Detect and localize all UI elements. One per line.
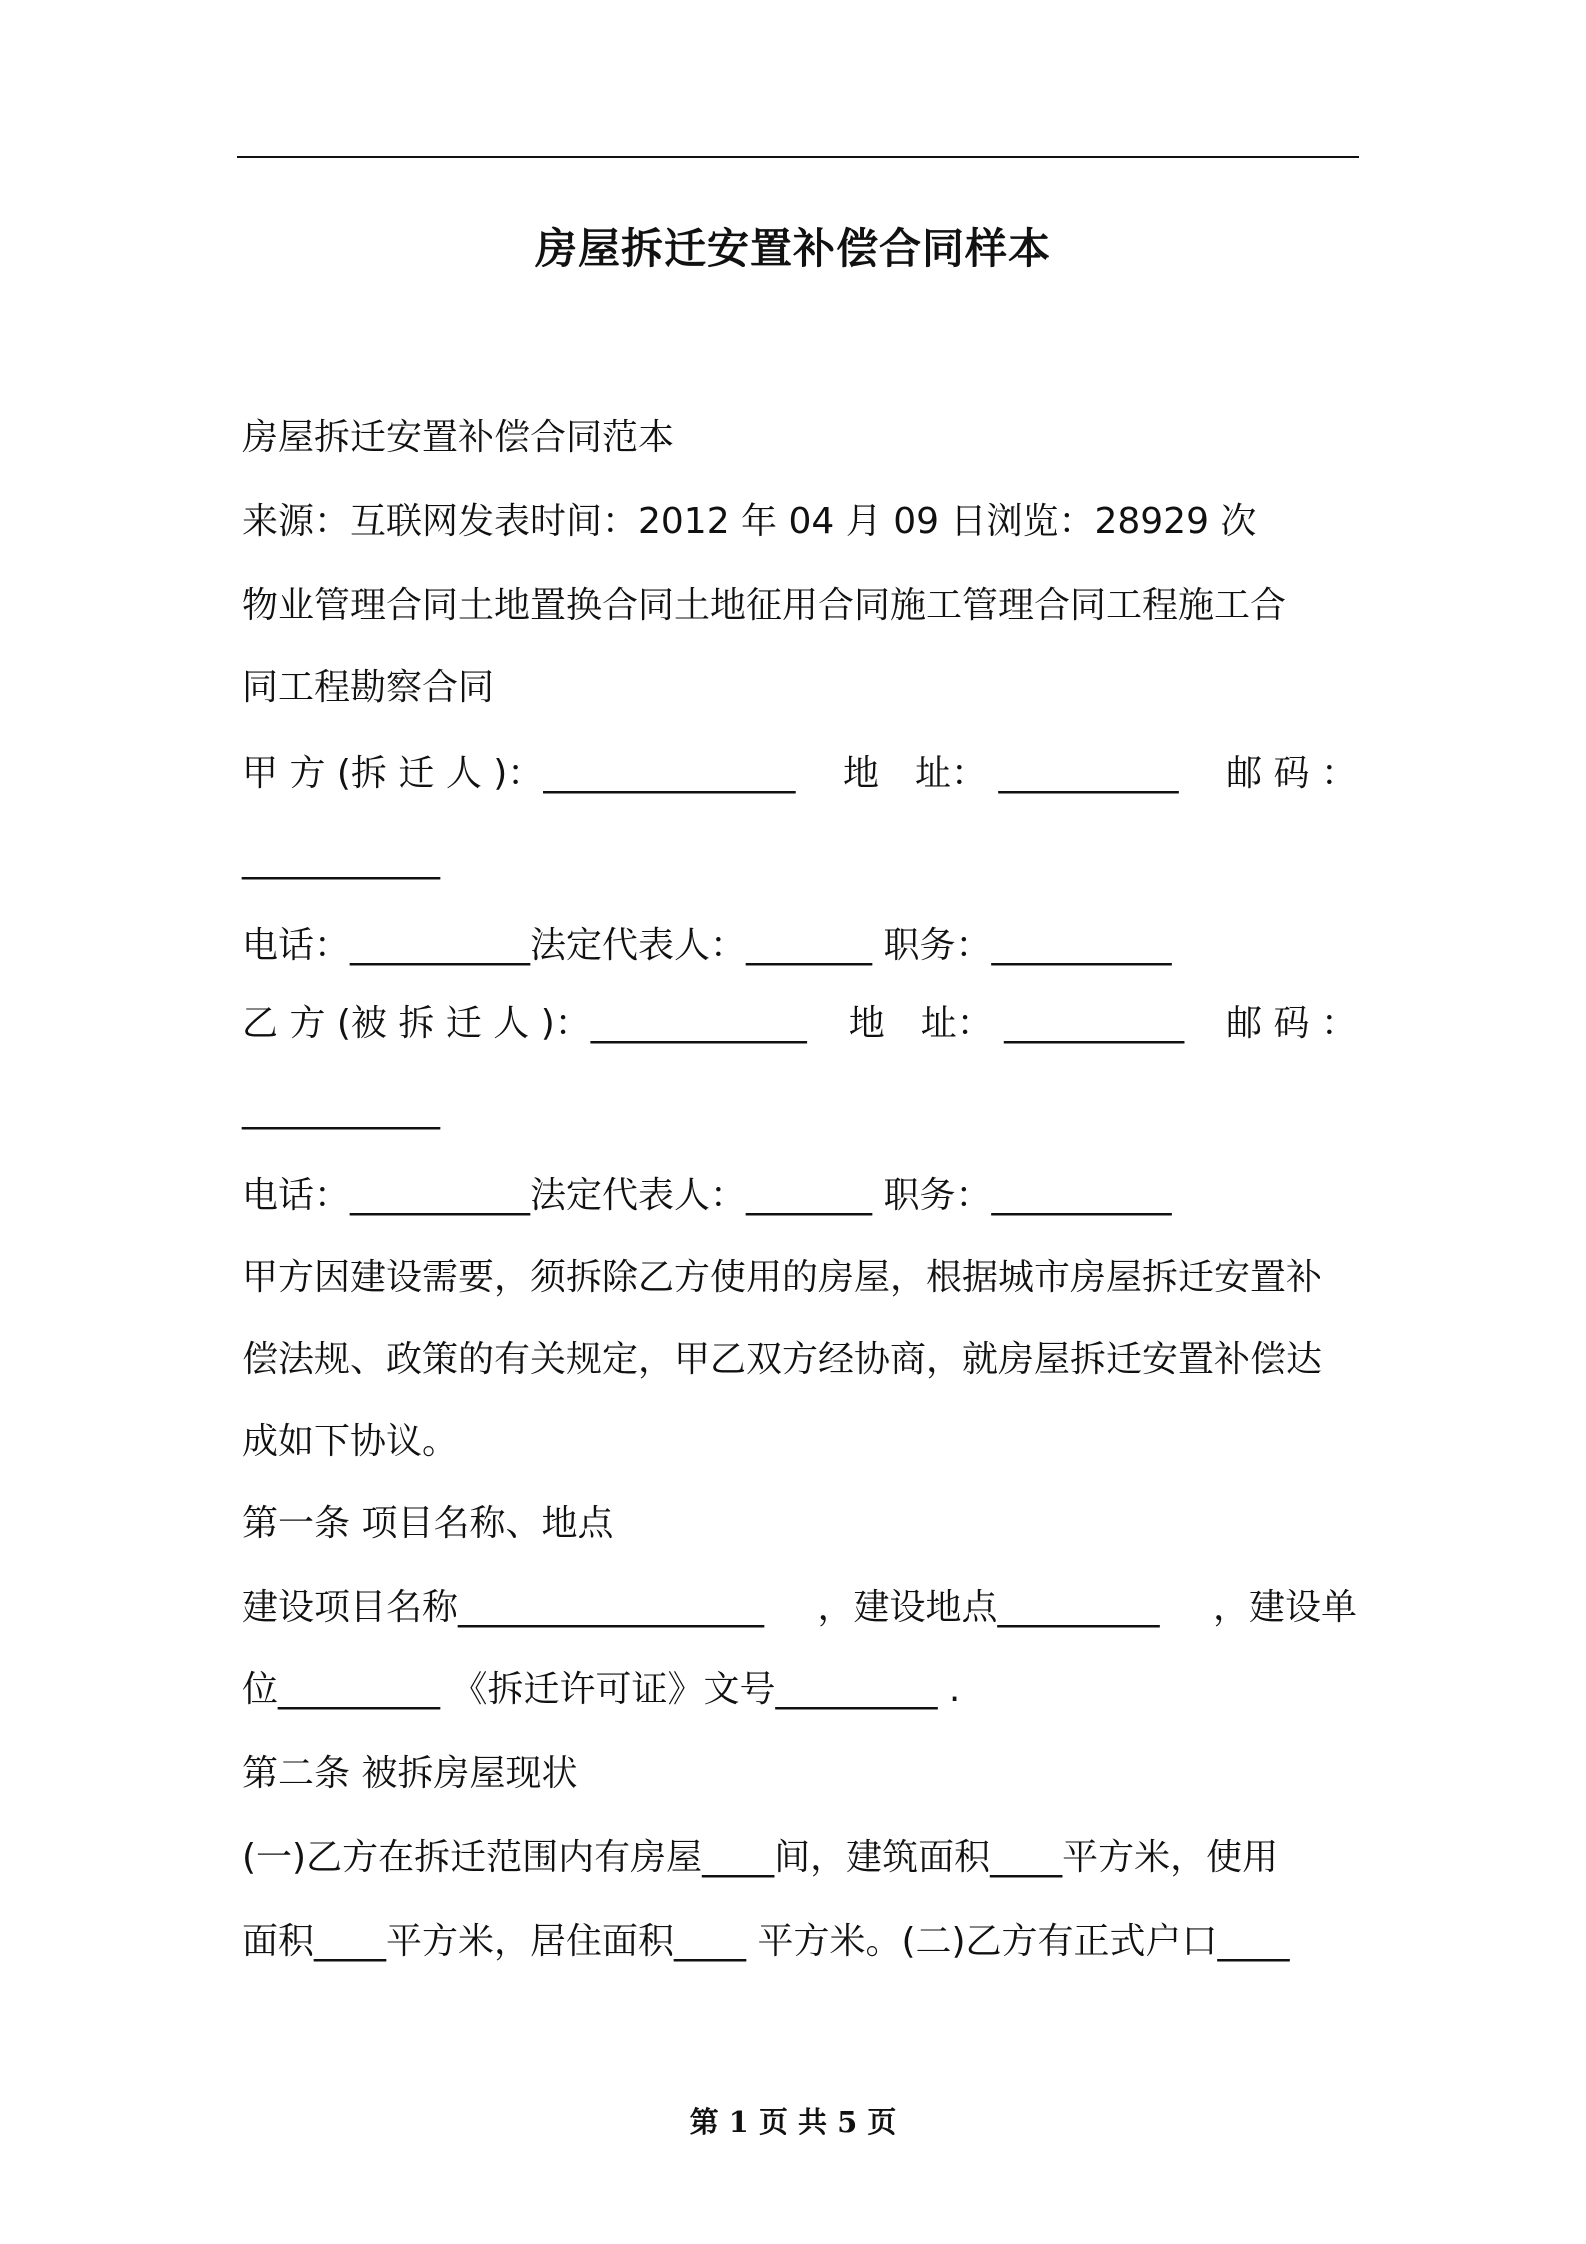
related-contracts-line-2: 同工程勘察合同 <box>242 667 495 708</box>
party-a-postcode-label: 邮 码 ： <box>1226 753 1357 794</box>
article-1-line-2: 位_________ 《拆迁许可证》文号_________ . <box>242 1669 961 1710</box>
preamble-line-1: 甲方因建设需要，须拆除乙方使用的房屋，根据城市房屋拆迁安置补 <box>242 1257 1323 1298</box>
construction-unit-label: ，建设单 <box>1212 1587 1357 1628</box>
article-2-line-2: 面积____平方米，居住面积____ 平方米。(二)乙方有正式户口____ <box>242 1921 1290 1962</box>
party-a-name-blank: ______________ <box>543 753 796 794</box>
project-location-field: ，建设地点_________ <box>817 1587 1160 1628</box>
preamble-line-2: 偿法规、政策的有关规定，甲乙双方经协商，就房屋拆迁安置补偿达 <box>242 1339 1323 1380</box>
party-b-address: 地 址： __________ <box>848 1003 1185 1044</box>
party-b-label: 乙 方 (被 拆 迁 人 )：____________ <box>242 1003 807 1044</box>
party-a-line <box>242 750 1357 798</box>
party-a-label: 甲 方 (拆 迁 人 )：______________ <box>242 753 796 794</box>
party-b-postcode-blank: ___________ <box>242 1089 440 1130</box>
related-contracts-line-1: 物业管理合同土地置换合同土地征用合同施工管理合同工程施工合 <box>242 585 1287 626</box>
party-b-line <box>242 1000 1357 1048</box>
party-b-contact-line: 电话：__________法定代表人：_______ 职务：__________ <box>242 1175 1172 1216</box>
preamble-line-3: 成如下协议。 <box>242 1421 459 1462</box>
party-a-contact-line: 电话：__________法定代表人：_______ 职务：__________ <box>242 925 1172 966</box>
source-meta-line: 来源：互联网发表时间：2012 年 04 月 09 日浏览：28929 次 <box>242 501 1257 542</box>
document-title: 房屋拆迁安置补偿合同样本 <box>534 224 1051 273</box>
document-subtitle: 房屋拆迁安置补偿合同范本 <box>242 417 675 458</box>
header-rule <box>237 156 1359 158</box>
party-b-name-blank: ____________ <box>590 1003 807 1044</box>
party-b-postcode-label: 邮 码 ： <box>1226 1003 1357 1044</box>
party-a-address-blank: __________ <box>998 753 1179 794</box>
party-a-postcode-blank: ___________ <box>242 839 440 880</box>
project-name-field: 建设项目名称_________________ <box>242 1587 765 1628</box>
article-1-line-1 <box>242 1584 1357 1632</box>
page-footer: 第 1 页 共 5 页 <box>689 2105 897 2139</box>
article-2-line-1: (一)乙方在拆迁范围内有房屋____间，建筑面积____平方米，使用 <box>242 1837 1279 1878</box>
party-b-address-blank: __________ <box>1004 1003 1185 1044</box>
party-a-address: 地 址： __________ <box>842 753 1179 794</box>
article-1-heading: 第一条 项目名称、地点 <box>242 1503 614 1544</box>
article-2-heading: 第二条 被拆房屋现状 <box>242 1753 578 1794</box>
